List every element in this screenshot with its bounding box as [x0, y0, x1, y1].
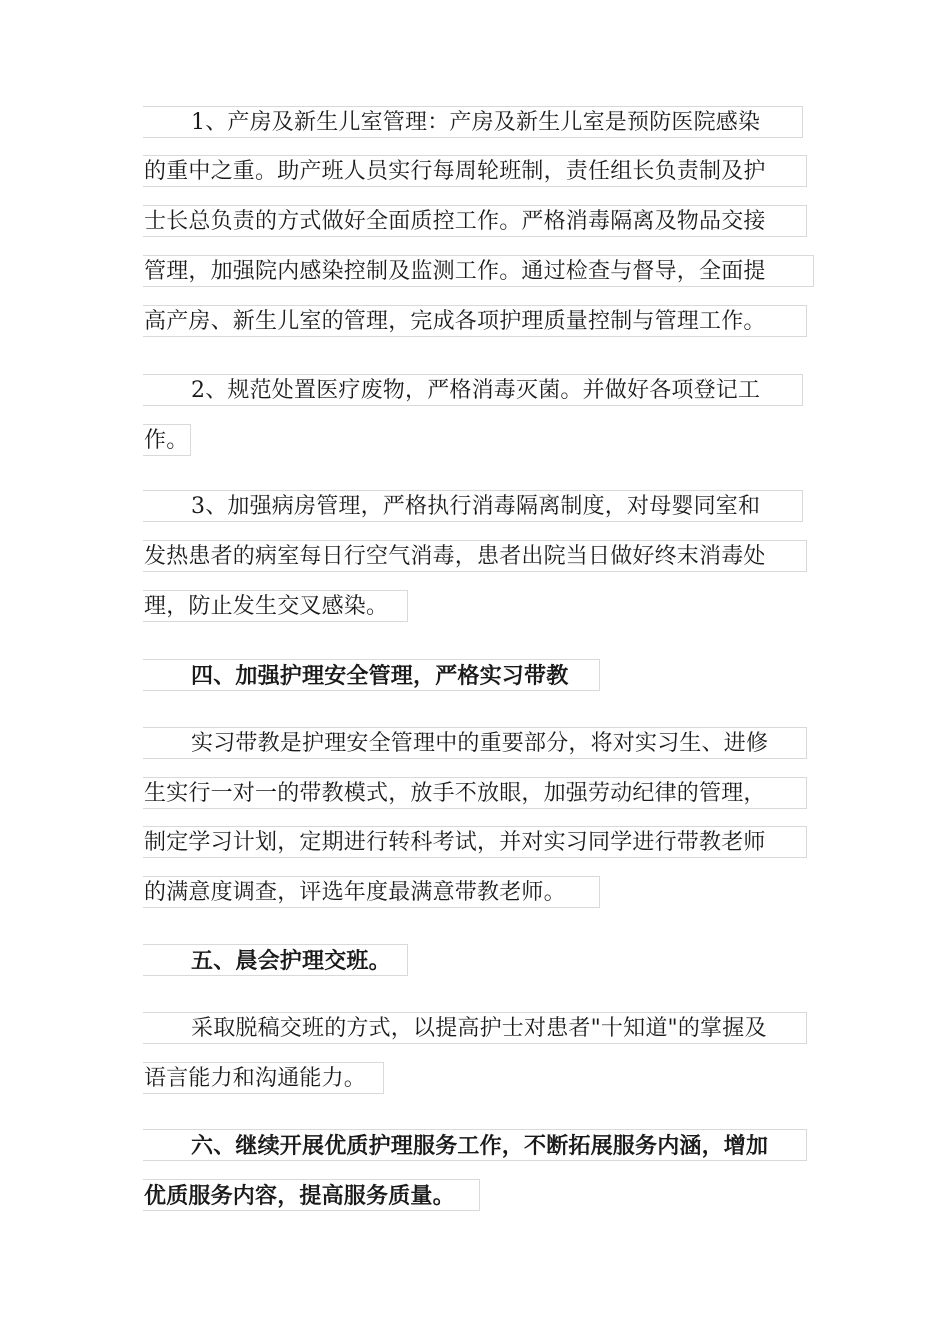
- heading-section-6-line-2: 优质服务内容，提高服务质量。: [143, 1179, 480, 1211]
- paragraph-1-line-2: 的重中之重。助产班人员实行每周轮班制，责任组长负责制及护: [143, 155, 807, 187]
- paragraph-4-line-1: 实习带教是护理安全管理中的重要部分，将对实习生、进修: [143, 727, 807, 759]
- paragraph-1-line-1: 1、产房及新生儿室管理：产房及新生儿室是预防医院感染: [143, 106, 803, 138]
- paragraph-1-line-4: 管理，加强院内感染控制及监测工作。通过检查与督导，全面提: [143, 255, 814, 287]
- paragraph-4-line-2: 生实行一对一的带教模式，放手不放眼，加强劳动纪律的管理，: [143, 777, 807, 809]
- paragraph-3-line-1: 3、加强病房管理，严格执行消毒隔离制度，对母婴同室和: [143, 490, 803, 522]
- paragraph-1-line-5: 高产房、新生儿室的管理，完成各项护理质量控制与管理工作。: [143, 305, 807, 337]
- paragraph-2-line-1: 2、规范处置医疗废物，严格消毒灭菌。并做好各项登记工: [143, 374, 803, 406]
- heading-section-4: 四、加强护理安全管理，严格实习带教: [143, 659, 600, 691]
- paragraph-2-line-2: 作。: [143, 424, 191, 456]
- paragraph-5-line-1: 采取脱稿交班的方式，以提高护士对患者"十知道"的掌握及: [143, 1012, 807, 1044]
- paragraph-4-line-3: 制定学习计划，定期进行转科考试，并对实习同学进行带教老师: [143, 826, 807, 858]
- heading-section-5: 五、晨会护理交班。: [143, 944, 408, 976]
- paragraph-3-line-2: 发热患者的病室每日行空气消毒，患者出院当日做好终末消毒处: [143, 540, 807, 572]
- paragraph-5-line-2: 语言能力和沟通能力。: [143, 1062, 384, 1094]
- paragraph-3-line-3: 理，防止发生交叉感染。: [143, 590, 408, 622]
- paragraph-4-line-4: 的满意度调查，评选年度最满意带教老师。: [143, 876, 600, 908]
- heading-section-6-line-1: 六、继续开展优质护理服务工作，不断拓展服务内涵，增加: [143, 1129, 807, 1161]
- paragraph-1-line-3: 士长总负责的方式做好全面质控工作。严格消毒隔离及物品交接: [143, 205, 807, 237]
